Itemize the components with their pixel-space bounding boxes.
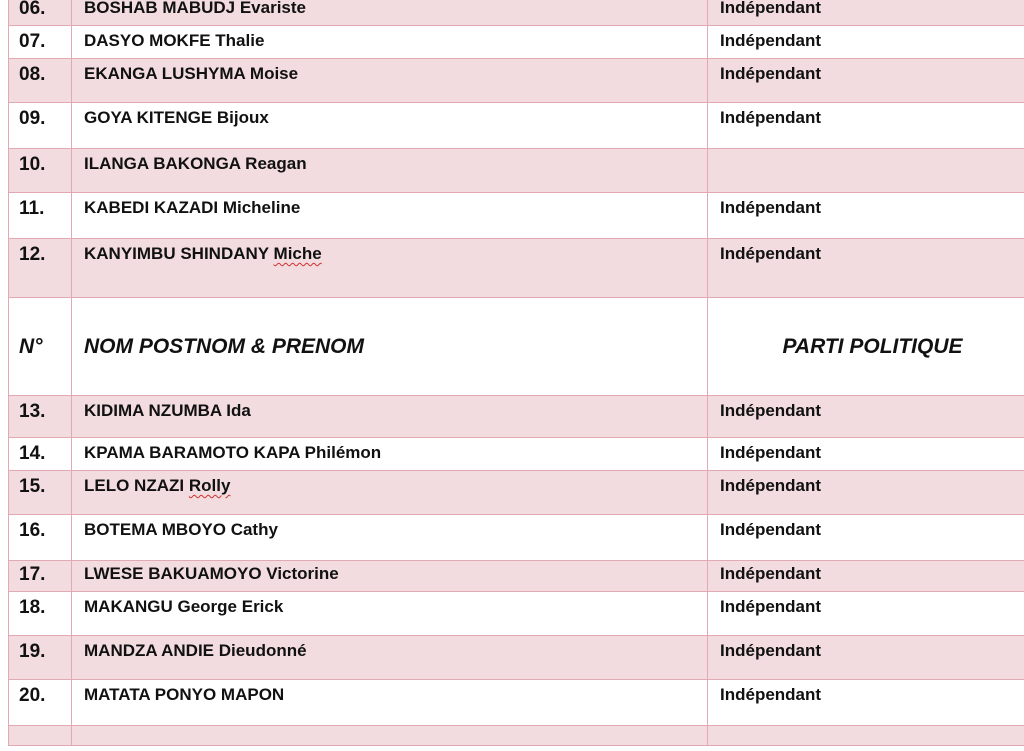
table-row — [9, 680, 1024, 726]
party-cell — [708, 438, 1024, 471]
party-cell — [708, 103, 1024, 149]
row-number-cell — [9, 396, 72, 438]
table-row — [9, 471, 1024, 515]
row-number: 12. — [19, 244, 46, 265]
party-name: Indépendant — [720, 685, 822, 704]
table-row — [9, 103, 1024, 149]
party-cell — [708, 26, 1024, 59]
row-number-cell — [9, 59, 72, 103]
row-number: 20. — [19, 685, 46, 706]
row-number-cell — [9, 471, 72, 515]
candidate-name: GOYA KITENGE Bijoux — [84, 108, 269, 127]
table-row — [9, 636, 1024, 680]
candidate-name — [72, 471, 707, 496]
candidate-name: MATATA PONYO MAPON — [84, 685, 285, 704]
row-number-cell — [9, 438, 72, 471]
party-name: Indépendant — [720, 443, 822, 462]
party-cell — [708, 59, 1024, 103]
row-number: 08. — [19, 64, 46, 85]
table-row — [9, 515, 1024, 561]
table-row-partial — [9, 726, 1024, 746]
row-number-cell — [9, 680, 72, 726]
row-number-cell — [9, 26, 72, 59]
table-row — [9, 592, 1024, 636]
candidate-table — [8, 0, 1024, 746]
header-party-label: PARTI POLITIQUE — [782, 334, 963, 358]
party-name: Indépendant — [720, 0, 822, 17]
candidate-name: LWESE BAKUAMOYO Victorine — [84, 564, 339, 583]
candidate-name — [72, 239, 707, 264]
party-cell — [708, 636, 1024, 680]
table-row — [9, 0, 1024, 26]
name-cell — [72, 59, 708, 103]
table-header-row — [9, 298, 1024, 396]
candidate-name: ILANGA BAKONGA Reagan — [84, 154, 307, 173]
spellcheck-flagged-word: Miche — [273, 244, 322, 263]
party-cell — [708, 561, 1024, 592]
party-name: Indépendant — [720, 244, 822, 263]
row-number: 06. — [19, 0, 46, 19]
party-name: Indépendant — [720, 520, 822, 539]
header-name-label: NOM POSTNOM & PRENOM — [84, 334, 365, 358]
row-number: 13. — [19, 401, 46, 422]
table-row — [9, 193, 1024, 239]
row-number-cell — [9, 103, 72, 149]
row-number: 10. — [19, 154, 46, 175]
candidate-name: KIDIMA NZUMBA Ida — [84, 401, 251, 420]
party-cell — [708, 0, 1024, 26]
party-name: Indépendant — [720, 198, 822, 217]
row-number-cell — [9, 636, 72, 680]
name-text: KANYIMBU SHINDANY — [84, 244, 269, 263]
row-number-cell — [9, 561, 72, 592]
row-number: 16. — [19, 520, 46, 541]
name-cell — [72, 193, 708, 239]
party-name — [708, 149, 1024, 154]
party-name: Indépendant — [720, 31, 822, 50]
header-party-cell — [708, 298, 1024, 396]
header-number-label: N° — [19, 334, 43, 358]
table-row — [9, 149, 1024, 193]
party-cell — [708, 592, 1024, 636]
table-row — [9, 396, 1024, 438]
party-cell — [708, 149, 1024, 193]
candidate-name: BOSHAB MABUDJ Evariste — [84, 0, 306, 17]
row-number: 14. — [19, 443, 46, 464]
name-cell — [72, 726, 708, 746]
name-cell — [72, 438, 708, 471]
party-name: Indépendant — [720, 401, 822, 420]
name-cell — [72, 680, 708, 726]
candidate-name: MAKANGU George Erick — [84, 597, 284, 616]
party-cell — [708, 515, 1024, 561]
row-number: 07. — [19, 31, 46, 52]
row-number-cell — [9, 726, 72, 746]
party-cell — [708, 680, 1024, 726]
party-name: Indépendant — [720, 564, 822, 583]
name-cell — [72, 471, 708, 515]
row-number: 09. — [19, 108, 46, 129]
party-cell — [708, 193, 1024, 239]
row-number: 18. — [19, 597, 46, 618]
row-number-cell — [9, 515, 72, 561]
name-cell — [72, 26, 708, 59]
table-row — [9, 561, 1024, 592]
name-cell — [72, 396, 708, 438]
table-row — [9, 438, 1024, 471]
party-name: Indépendant — [720, 597, 822, 616]
party-name: Indépendant — [720, 108, 822, 127]
candidate-name: KPAMA BARAMOTO KAPA Philémon — [84, 443, 382, 462]
candidate-name: DASYO MOKFE Thalie — [84, 31, 265, 50]
spellcheck-flagged-word: Rolly — [188, 476, 231, 495]
party-cell — [708, 471, 1024, 515]
row-number: 17. — [19, 564, 46, 585]
candidate-name: KABEDI KAZADI Micheline — [84, 198, 301, 217]
party-cell — [708, 396, 1024, 438]
party-name: Indépendant — [720, 476, 822, 495]
candidate-name: BOTEMA MBOYO Cathy — [84, 520, 278, 539]
name-cell — [72, 592, 708, 636]
table-row — [9, 59, 1024, 103]
row-number-cell — [9, 193, 72, 239]
name-cell — [72, 515, 708, 561]
party-cell — [708, 726, 1024, 746]
name-cell — [72, 0, 708, 26]
table-row — [9, 239, 1024, 298]
row-number-cell — [9, 149, 72, 193]
table-row — [9, 26, 1024, 59]
candidate-name: MANDZA ANDIE Dieudonné — [84, 641, 307, 660]
row-number-cell — [9, 239, 72, 298]
name-cell — [72, 636, 708, 680]
row-number-cell — [9, 592, 72, 636]
name-cell — [72, 149, 708, 193]
row-number: 19. — [19, 641, 46, 662]
name-cell — [72, 103, 708, 149]
row-number-cell — [9, 0, 72, 26]
header-number-cell — [9, 298, 72, 396]
party-cell — [708, 239, 1024, 298]
row-number: 11. — [19, 198, 45, 219]
name-cell — [72, 239, 708, 298]
party-name: Indépendant — [720, 64, 822, 83]
name-cell — [72, 561, 708, 592]
row-number: 15. — [19, 476, 46, 497]
candidate-name: EKANGA LUSHYMA Moise — [84, 64, 299, 83]
header-name-cell — [72, 298, 708, 396]
name-text: LELO NZAZI — [84, 476, 185, 495]
party-name: Indépendant — [720, 641, 822, 660]
